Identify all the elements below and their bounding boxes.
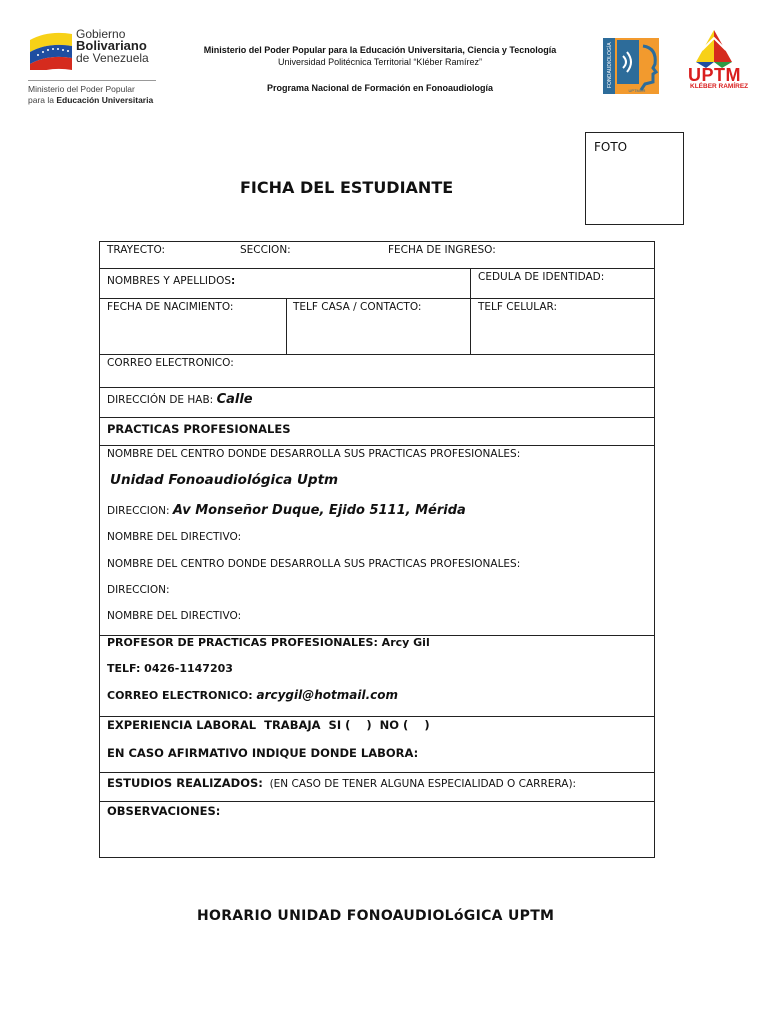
afirmativo-label: EN CASO AFIRMATIVO INDIQUE DONDE LABORA: [107,746,419,760]
direccion1-value: Av Monseñor Duque, Ejido 5111, Mérida [172,503,466,518]
estudios-label [107,776,576,790]
row-practicas-detalle[interactable] [100,445,654,635]
uptm-logo-subtitle: KLÉBER RAMÍREZ [690,83,749,90]
direccion-hab-value: Calle [216,392,253,407]
min-line-2-bold: Educación Universitaria [56,95,154,105]
min-line-2-prefix: para la [28,95,57,105]
uptm-logo-text: UPTM [688,65,741,85]
student-form [99,241,655,858]
gobierno-text [76,28,149,64]
gob-line-1: Gobierno [76,27,126,41]
nombres-label [107,275,235,287]
header-center [170,44,590,94]
trayecto-label: TRAYECTO: [107,244,166,256]
gobierno-bolivariano-logo [28,28,168,108]
telf-casa-label: TELF CASA / CONTACTO: [293,301,422,313]
correo-profesor-value: arcygil@hotmail.com [256,688,399,702]
correo-profesor [107,688,398,702]
divider [28,80,156,81]
program-name: Programa Nacional de Formación en Fonoaudiología [266,83,494,93]
ministry-name: Ministerio del Poder Popular para la Educación Universitaria, Ciencia y Tecnología [203,45,557,55]
row-experiencia[interactable] [100,716,654,772]
divider [470,299,471,354]
estudios-label-text: ESTUDIOS REALIZADOS: [107,776,263,790]
min-line-1: Ministerio del Poder Popular [28,84,135,94]
direccion1-label-text: DIRECCION: [107,505,170,517]
fonoaudiologia-logo [603,38,659,94]
correo-profesor-label: CORREO ELECTRONICO: [107,689,253,702]
min-line-2 [28,95,153,106]
directivo1-label: NOMBRE DEL DIRECTIVO: [107,531,242,543]
row-profesor[interactable] [100,635,654,716]
photo-label: FOTO [594,140,628,154]
row-observaciones[interactable] [100,801,654,857]
ministerio-text [28,84,153,106]
row-correo[interactable] [100,354,654,387]
nombres-colon: : [231,275,236,287]
telf-celular-label: TELF CELULAR: [478,301,558,313]
row-trayecto[interactable] [100,242,654,268]
row-practicas-header [100,417,654,445]
gob-line-3: de Venezuela [76,51,149,65]
profesor-label: PROFESOR DE PRACTICAS PROFESIONALES: Arcy Gil [107,636,430,649]
correo-label: CORREO ELECTRONICO: [107,357,234,369]
fecha-nacimiento-label: FECHA DE NACIMIENTO: [107,301,234,313]
nombres-label-text: NOMBRES Y APELLIDOS [107,275,232,287]
divider [470,269,471,298]
directivo2-label: NOMBRE DEL DIRECTIVO: [107,610,242,622]
seccion-label: SECCION: [240,244,291,256]
practicas-header: PRACTICAS PROFESIONALES [107,422,291,436]
horario-title: HORARIO UNIDAD FONOAUDIOLóGICA UPTM [197,908,555,924]
direccion-hab-label [107,392,253,407]
direccion-hab-label-text: DIRECCIÓN DE HAB: [107,394,214,406]
fecha-ingreso-label: FECHA DE INGRESO: [388,244,496,256]
cedula-label: CEDULA DE IDENTIDAD: [478,271,605,283]
centro1-value: Unidad Fonoaudiológica Uptm [110,472,339,488]
university-name: Universidad Politécnica Territorial “Kléber Ramírez” [278,57,482,67]
venezuela-flag-icon [28,30,74,70]
divider [286,299,287,354]
row-estudios[interactable] [100,772,654,801]
row-fecha-nacimiento[interactable] [100,298,654,354]
centro2-label: NOMBRE DEL CENTRO DONDE DESARROLLA SUS PRACTICAS PROFESIONALES: [107,558,521,570]
row-nombres[interactable] [100,268,654,298]
row-direccion-hab[interactable] [100,387,654,417]
observaciones-label: OBSERVACIONES: [107,804,221,818]
centro1-label: NOMBRE DEL CENTRO DONDE DESARROLLA SUS PRACTICAS PROFESIONALES: [107,448,521,460]
fono-logo-sub: UPTMKR [628,88,646,93]
page-title: FICHA DEL ESTUDIANTE [240,178,454,197]
fono-logo-text: FONOAUDIOLOGÍA [607,42,613,88]
photo-box[interactable] [585,132,684,225]
direccion1-label [107,503,466,518]
telf-profesor: TELF: 0426-1147203 [107,662,233,675]
experiencia-label: EXPERIENCIA LABORAL TRABAJA SI ( ) NO ( ) [107,718,430,732]
estudios-note: (EN CASO DE TENER ALGUNA ESPECIALIDAD O CARRERA): [269,778,577,790]
direccion2-label: DIRECCION: [107,584,170,596]
gob-line-2: Bolivariano [76,38,147,53]
